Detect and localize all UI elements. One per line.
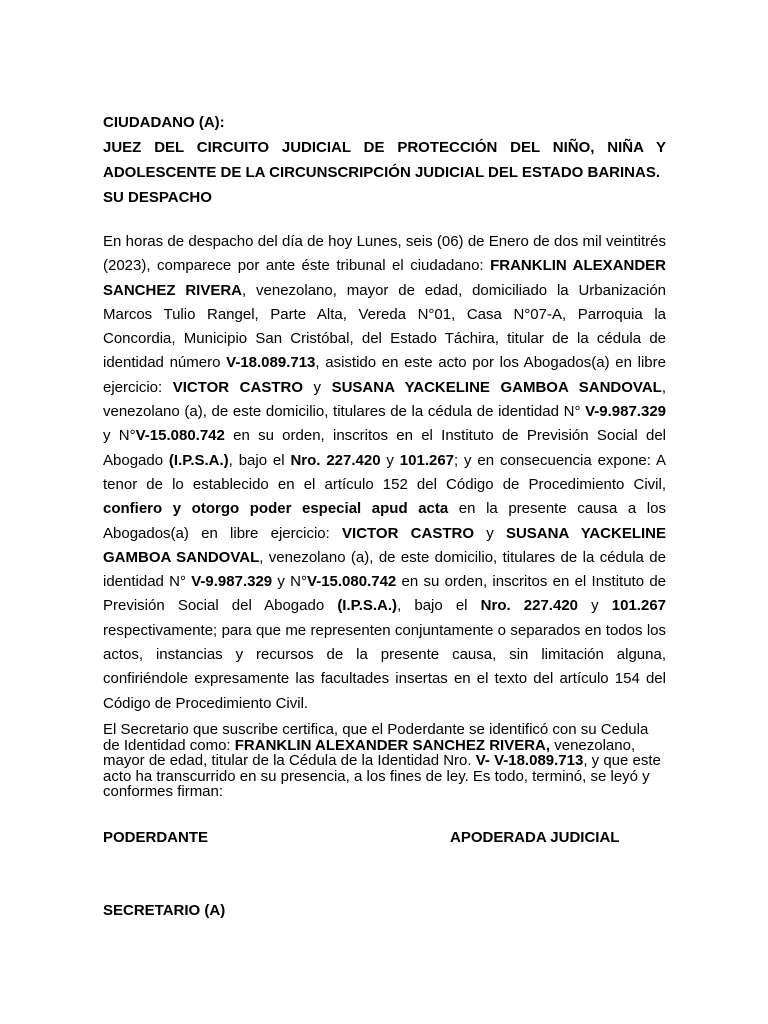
- signature-secretario: SECRETARIO (A): [103, 902, 226, 919]
- lawyer-name-2: SUSANA YACKELINE GAMBOA SANDOVAL: [331, 378, 662, 396]
- header-line-adolescente: ADOLESCENTE DE LA CIRCUNSCRIPCIÓN JUDICIAL DEL ESTADO BARINAS.: [103, 164, 660, 181]
- grantor-name: FRANKLIN ALEXANDER SANCHEZ RIVERA: [103, 257, 666, 299]
- addressee-header: [103, 110, 666, 210]
- ipsa-number-1-repeat: Nro. 227.420: [480, 597, 579, 615]
- certification-paragraph: El Secretario que suscribe certifica, que el Poderdante se identificó con su Cedula de Identidad como: FRANKLIN ALEXANDER SANCHEZ RIVERA, venezolano, mayor de edad, titular de la Cédula de la Identidad Nro. V- V-18.089.713, y que este acto ha transcurrido en su presencia, a los fines de ley. Es todo, terminó, se leyó y conformes firman:: [103, 721, 661, 800]
- header-line-despacho: SU DESPACHO: [103, 189, 212, 206]
- lawyer-name-1: VICTOR CASTRO: [172, 378, 303, 396]
- ipsa-number-1: Nro. 227.420: [290, 451, 381, 469]
- header-line-juez: JUEZ DEL CIRCUITO JUDICIAL DE PROTECCIÓN DEL NIÑO, NIÑA Y: [103, 139, 666, 156]
- certified-id: V- V-18.089.713: [475, 752, 584, 769]
- header-line-ciudadano: CIUDADANO (A):: [103, 114, 225, 131]
- lawyer-id-2: V-15.080.742: [135, 427, 225, 445]
- certified-name: FRANKLIN ALEXANDER SANCHEZ RIVERA,: [234, 736, 551, 754]
- lawyer-id-1: V-9.987.329: [585, 403, 666, 421]
- lawyer-id-1-repeat: V-9.987.329: [191, 573, 273, 591]
- main-paragraph: En horas de despacho del día de hoy Lunes, seis (06) de Enero de dos mil veintitrés (2023), comparece por ante éste tribunal el ciudadano: FRANKLIN ALEXANDER SANCHEZ RIVERA, venezolano, mayor de edad, domiciliado la Urbanización Marcos Tulio Rangel, Parte Alta, Vereda N°01, Casa N°07-A, Parroquia la Concordia, Municipio San Cristóbal, del Estado Táchira, titular de la cédula de identidad número V-18.089.713, asistido en este acto por los Abogados(a) en libre ejercicio: VICTOR CASTRO y SUSANA YACKELINE GAMBOA SANDOVAL, venezolano (a), de este domicilio, titulares de la cédula de identidad N° V-9.987.329 y N°V-15.080.742 en su orden, inscritos en el Instituto de Previsión Social del Abogado (I.P.S.A.), bajo el Nro. 227.420 y 101.267; y en consecuencia expone: A tenor de lo establecido en el artículo 152 del Código de Procedimiento Civil, confiero y otorgo poder especial apud acta en la presente causa a los Abogados(a) en libre ejercicio: VICTOR CASTRO y SUSANA YACKELINE GAMBOA SANDOVAL, venezolano (a), de este domicilio, titulares de la cédula de identidad N° V-9.987.329 y N°V-15.080.742 en su orden, inscritos en el Instituto de Previsión Social del Abogado (I.P.S.A.), bajo el Nro. 227.420 y 101.267 respectivamente; para que me representen conjuntamente o separados en todos los actos, instancias y recursos de la presente causa, sin limitación alguna, confiriéndole expresamente las facultades insertas en el texto del artículo 154 del Código de Procedimiento Civil.: [103, 233, 667, 712]
- lawyer-name-2-repeat: SUSANA YACKELINE GAMBOA SANDOVAL: [103, 524, 667, 566]
- document-page: [103, 0, 666, 1024]
- ipsa-label: (I.P.S.A.): [168, 451, 229, 469]
- grantor-id: V-18.089.713: [226, 354, 316, 372]
- ipsa-number-2: 101.267: [399, 451, 455, 469]
- lawyer-id-2-repeat: V-15.080.742: [307, 573, 397, 591]
- signature-apoderada: APODERADA JUDICIAL: [450, 829, 620, 846]
- grant-clause: confiero y otorgo poder especial apud acta: [103, 500, 449, 518]
- lawyer-name-1-repeat: VICTOR CASTRO: [342, 524, 474, 542]
- signature-poderdante: PODERDANTE: [103, 829, 209, 846]
- ipsa-label-repeat: (I.P.S.A.): [337, 597, 398, 615]
- ipsa-number-2-repeat: 101.267: [611, 597, 667, 615]
